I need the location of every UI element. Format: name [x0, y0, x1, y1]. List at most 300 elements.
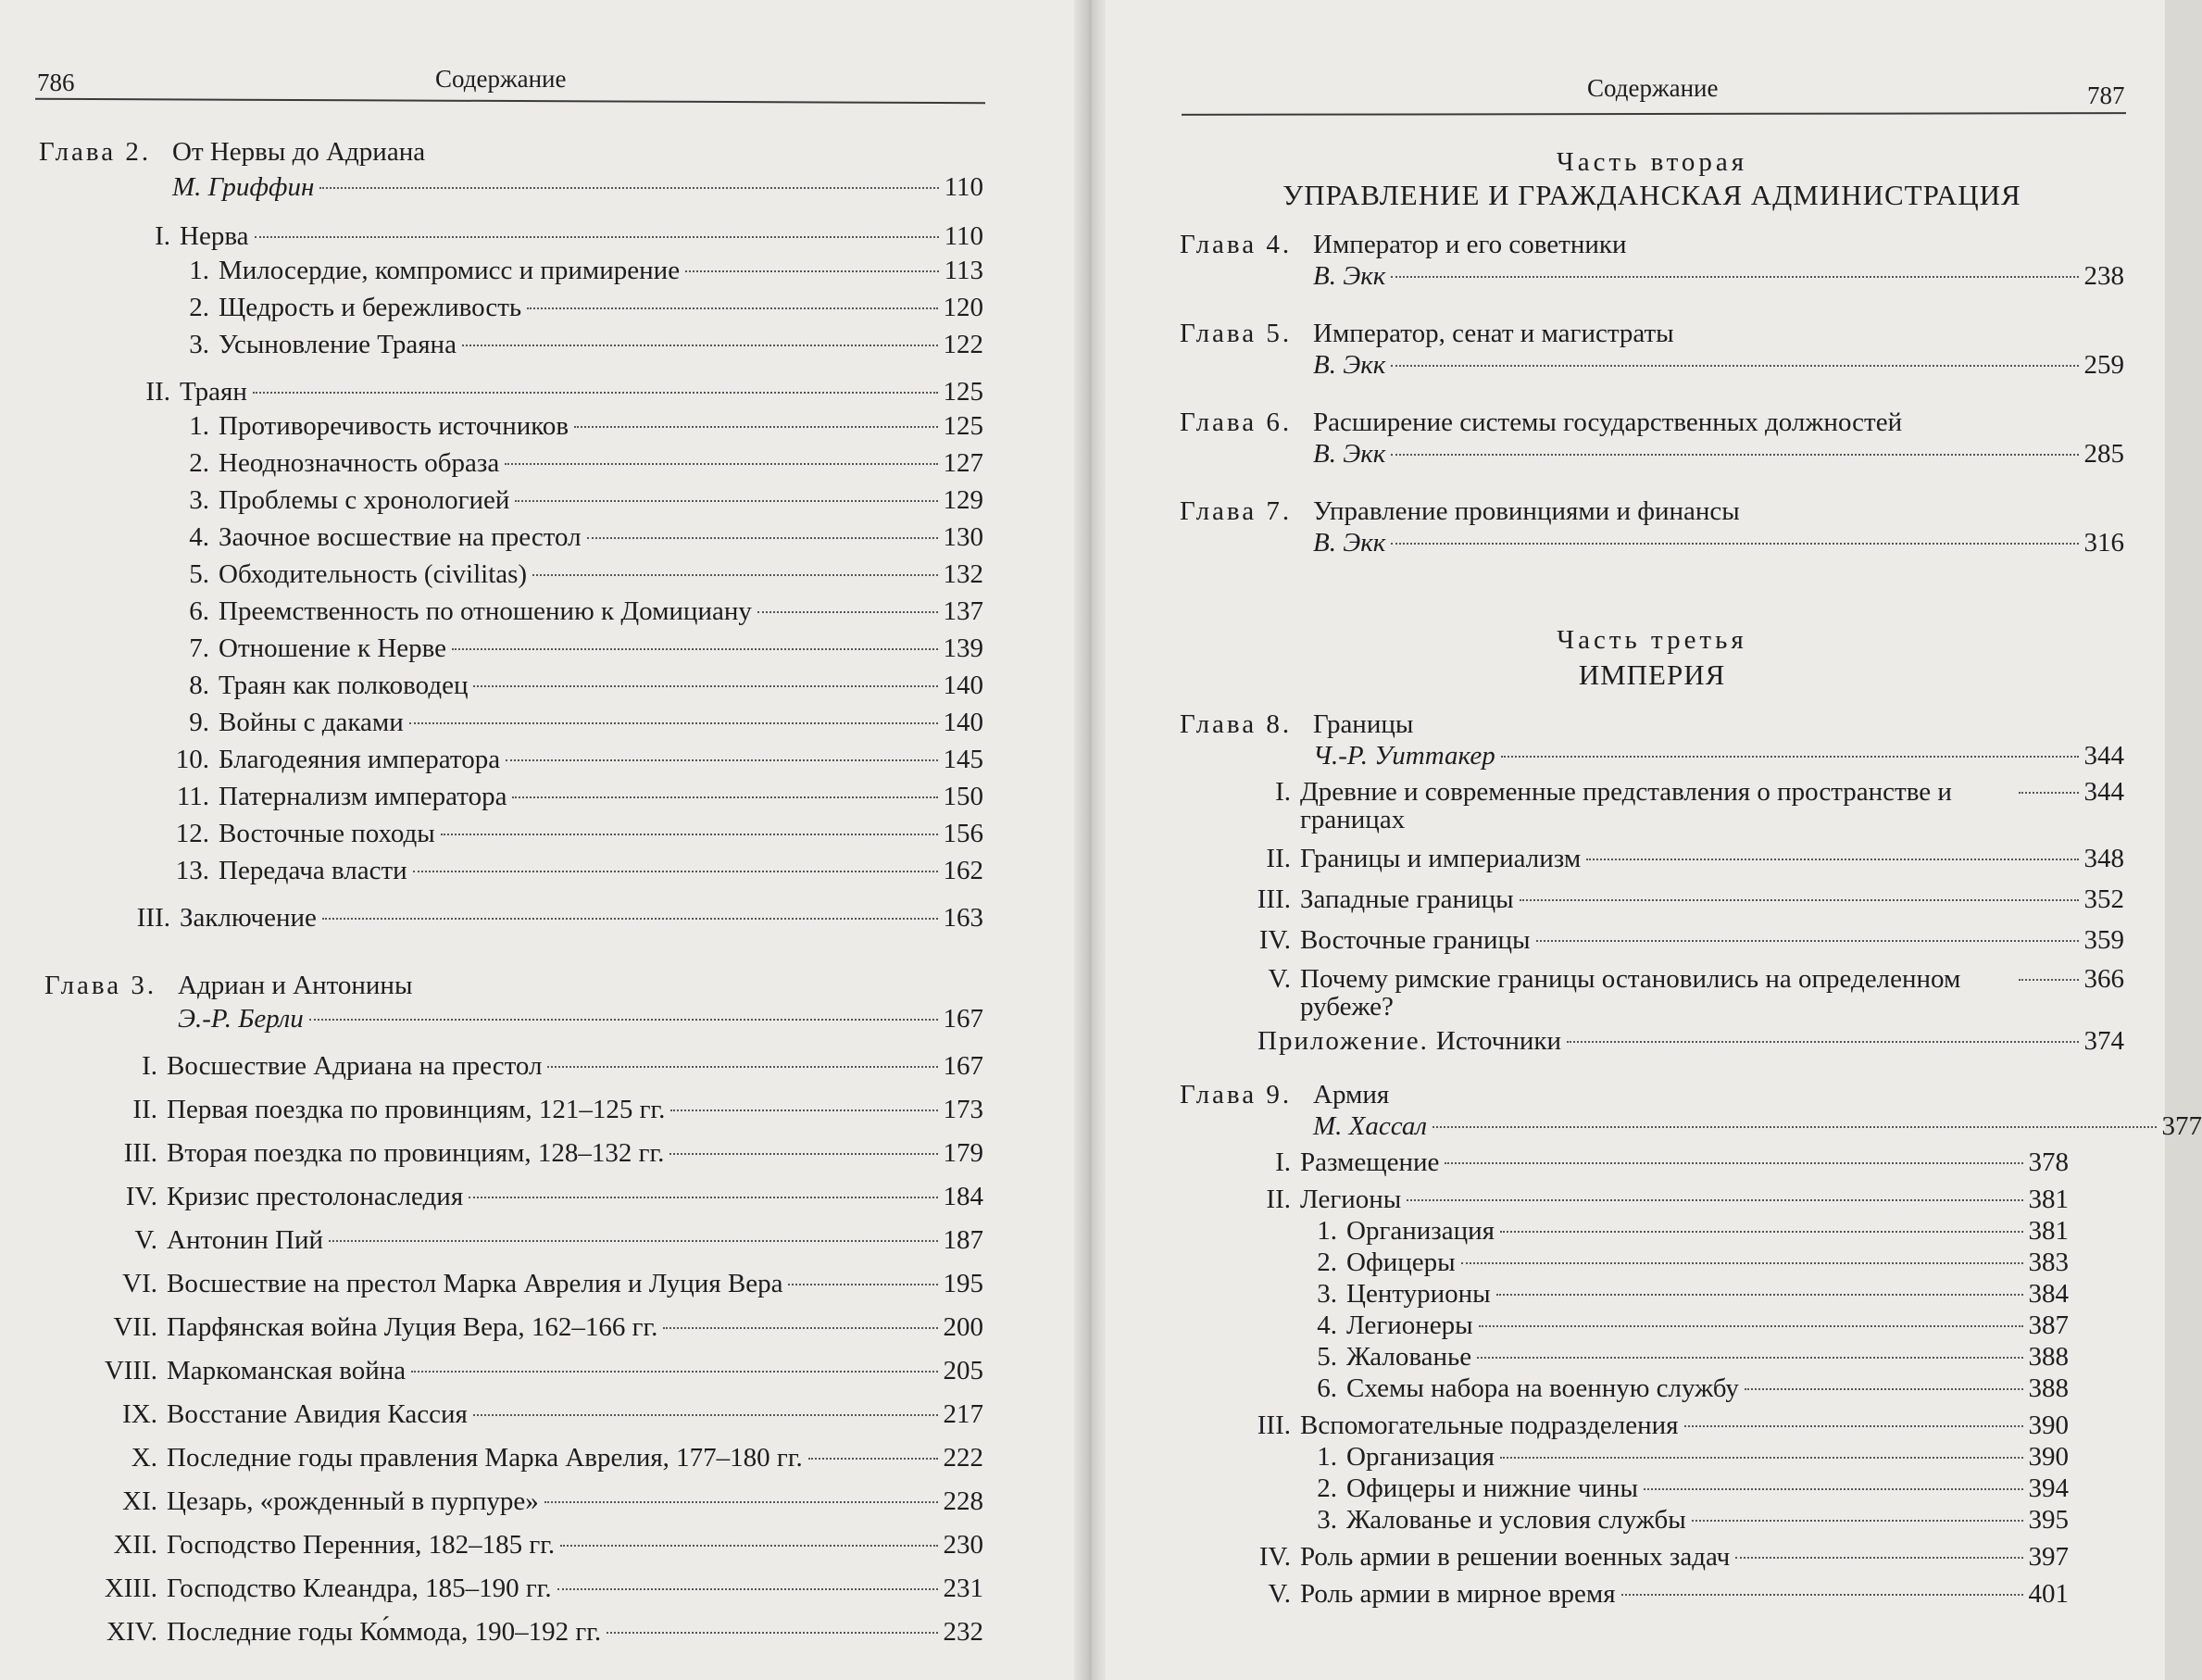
chapter-entry: [1180, 230, 2124, 291]
page-ref: 230: [943, 1530, 983, 1560]
page-ref: 156: [943, 819, 983, 848]
entry-title: Парфянская война Луция Вера, 162–166 гг.: [167, 1312, 658, 1342]
leader-dots: [452, 648, 937, 650]
toc-entry[interactable]: [1180, 1441, 2069, 1473]
entry-title: Войны с даками: [219, 708, 404, 737]
toc-entry[interactable]: [1180, 261, 2124, 291]
entry-number: XIV.: [106, 1617, 157, 1647]
leader-dots: [1461, 1262, 2023, 1264]
leader-dots: [329, 1240, 937, 1242]
toc-entry[interactable]: [39, 667, 983, 704]
leader-dots: [255, 236, 939, 238]
leader-dots: [409, 722, 938, 724]
toc-entry[interactable]: [39, 778, 983, 815]
toc-entry[interactable]: [1180, 741, 2124, 771]
toc-entry[interactable]: [1180, 924, 2124, 956]
entry-title: Восточные походы: [219, 819, 435, 848]
leader-dots: [1586, 859, 2078, 860]
entry-title: Усыновление Траяна: [219, 330, 457, 359]
entry-number: I.: [142, 1051, 157, 1081]
entry-number: III.: [1257, 1410, 1291, 1440]
toc-entry[interactable]: [1180, 1215, 2069, 1247]
page-ref: 187: [943, 1225, 983, 1255]
entry-title: Обходительность (civilitas): [219, 559, 528, 589]
entry-number: III.: [123, 1138, 157, 1168]
toc-entry[interactable]: [44, 1306, 983, 1349]
page-ref: 384: [2028, 1279, 2069, 1309]
entry-title: Легионеры: [1346, 1310, 1473, 1340]
toc-entry[interactable]: [39, 852, 983, 889]
page-ref: 163: [943, 903, 983, 933]
running-head: Содержание: [435, 65, 567, 93]
entry-number: 12.: [175, 819, 209, 848]
toc-entry[interactable]: [39, 815, 983, 852]
page-ref: 387: [2028, 1310, 2069, 1340]
page-ref: 381: [2028, 1185, 2069, 1214]
toc-entry[interactable]: [44, 1132, 983, 1175]
entry-title: Патернализм императора: [219, 782, 507, 811]
toc-entry[interactable]: [39, 704, 983, 741]
page-ref: 167: [943, 1004, 983, 1034]
running-head: Содержание: [1587, 74, 1719, 102]
page-ref: 120: [943, 293, 983, 322]
chapter-label: Глава 9.: [1180, 1080, 1293, 1110]
entry-title: Первая поездка по провинциям, 121–125 гг.: [167, 1095, 666, 1124]
toc-entry[interactable]: [1180, 528, 2124, 558]
right-page: [1106, 0, 2202, 1680]
toc-entry[interactable]: [1180, 1111, 2202, 1141]
page-ref: 162: [943, 856, 983, 885]
leader-dots: [669, 1153, 937, 1155]
toc-entry[interactable]: [1180, 350, 2124, 380]
entry-number: 1.: [189, 411, 209, 441]
toc-entry[interactable]: [44, 1523, 983, 1567]
page-ref: 110: [944, 221, 983, 251]
chapter-author: Ч.-Р. Уиттакер: [1313, 741, 1495, 771]
toc-entry[interactable]: [1180, 1278, 2069, 1310]
part-2-block: [1180, 146, 2124, 558]
page-ref: 130: [943, 522, 983, 552]
toc-entry[interactable]: [39, 593, 983, 630]
page-ref: 205: [943, 1356, 983, 1385]
page-ref: 217: [943, 1399, 983, 1429]
leader-dots: [1621, 1594, 2023, 1596]
toc-entry[interactable]: [39, 445, 983, 482]
entry-title: Последние годы правления Марка Аврелия, 177–180 гг.: [167, 1443, 803, 1473]
page-ref: 129: [943, 485, 983, 515]
entry-title: Организация: [1346, 1216, 1495, 1246]
page-ref: 173: [943, 1095, 983, 1124]
entry-title: Роль армии в решении военных задач: [1300, 1542, 1731, 1572]
leader-dots: [1745, 1388, 2023, 1390]
toc-entry[interactable]: [39, 252, 983, 289]
header-rule: [35, 98, 985, 104]
toc-entry[interactable]: [1180, 843, 2124, 874]
toc-entry[interactable]: [1180, 1541, 2069, 1573]
header-rule: [1182, 112, 2126, 116]
leader-dots: [469, 1197, 937, 1198]
toc-entry[interactable]: [44, 1611, 983, 1654]
entry-number: 9.: [189, 708, 209, 737]
entry-title: Центурионы: [1346, 1279, 1491, 1309]
page-ref: 232: [943, 1617, 983, 1647]
page-ref: 150: [943, 782, 983, 811]
leader-dots: [1500, 1231, 2023, 1233]
leader-dots: [808, 1458, 938, 1460]
entry-number: I.: [1275, 777, 1291, 807]
page-ref: 132: [943, 559, 983, 589]
toc-entry[interactable]: [1180, 1373, 2069, 1404]
toc-entry[interactable]: [39, 326, 983, 363]
chapter-label: Глава 2.: [39, 137, 152, 167]
entry-number: VI.: [122, 1269, 157, 1298]
page-ref: 390: [2028, 1410, 2069, 1440]
page-ref: 366: [2083, 964, 2124, 994]
leader-dots: [685, 270, 938, 272]
chapter-heading: [1180, 230, 2124, 259]
toc-entry[interactable]: [44, 1480, 983, 1523]
page-ref: 344: [2083, 741, 2124, 771]
page-ref: 259: [2083, 350, 2124, 380]
page-ref: 125: [943, 377, 983, 407]
leader-dots: [309, 1019, 938, 1021]
page-ref: 397: [2028, 1542, 2069, 1572]
entry-title: Размещение: [1300, 1147, 1440, 1177]
chapter-3-sections: [44, 1045, 983, 1654]
toc-entry[interactable]: [39, 376, 983, 407]
chapter-author: В. Экк: [1313, 261, 1386, 291]
entry-number: X.: [131, 1443, 157, 1473]
entry-number: III.: [1257, 884, 1291, 914]
entry-number: 6.: [1317, 1373, 1337, 1403]
leader-dots: [2019, 979, 2079, 981]
leader-dots: [473, 685, 937, 687]
chapter-title: Армия: [1313, 1080, 1390, 1110]
chapter-heading: [1180, 407, 2124, 437]
page-ref: 195: [943, 1269, 983, 1298]
entry-number: 1.: [1317, 1442, 1337, 1472]
entry-title: Последние годы Ко́ммода, 190–192 гг.: [167, 1617, 602, 1647]
page-ref: 140: [943, 708, 983, 737]
toc-entry[interactable]: [44, 1436, 983, 1480]
appendix-title: Источники: [1435, 1026, 1561, 1056]
leader-dots: [319, 187, 938, 189]
chapter-label: Глава 3.: [44, 971, 157, 1000]
chapter-author: М. Хассал: [1313, 1111, 1428, 1141]
entry-number: 1.: [1317, 1216, 1337, 1246]
entry-title: Восстание Авидия Кассия: [167, 1399, 468, 1429]
page-ref: 228: [943, 1486, 983, 1516]
toc-entry[interactable]: [1180, 1247, 2069, 1278]
entry-title: Проблемы с хронологией: [219, 485, 510, 515]
appendix-label: Приложение.: [1257, 1026, 1429, 1056]
page-ref: 377: [2161, 1111, 2202, 1141]
toc-entry[interactable]: [1180, 439, 2124, 469]
leader-dots: [2019, 792, 2079, 794]
leader-dots: [462, 345, 938, 346]
page-ref: 184: [943, 1182, 983, 1211]
entry-number: V.: [134, 1225, 157, 1255]
leader-dots: [1391, 276, 2078, 278]
entry-title: Щедрость и бережливость: [219, 293, 522, 322]
page-ref: 374: [2083, 1026, 2124, 1056]
page-ref: 167: [943, 1051, 983, 1081]
toc-entry[interactable]: [39, 407, 983, 445]
entry-number: 2.: [1317, 1473, 1337, 1503]
leader-dots: [544, 1501, 938, 1503]
toc-entry[interactable]: [44, 1393, 983, 1436]
page-ref: 381: [2028, 1216, 2069, 1246]
toc-entry[interactable]: [1180, 1341, 2069, 1373]
toc-entry[interactable]: [1180, 1147, 2069, 1178]
leader-dots: [505, 463, 937, 465]
entry-title: Преемственность по отношению к Домициану: [219, 596, 752, 626]
page-ref: 383: [2028, 1247, 2069, 1277]
toc-entry[interactable]: [44, 1088, 983, 1132]
toc-entry[interactable]: [1180, 884, 2124, 915]
leader-dots: [1391, 454, 2078, 456]
entry-title: Офицеры и нижние чины: [1346, 1473, 1638, 1503]
page-number: 787: [2087, 81, 2125, 109]
leader-dots: [527, 307, 937, 309]
page-ref: 388: [2028, 1342, 2069, 1372]
leader-dots: [663, 1327, 937, 1329]
leader-dots: [1684, 1425, 2023, 1427]
entry-number: 3.: [1317, 1279, 1337, 1309]
page-ref: 231: [943, 1573, 983, 1603]
entry-title: Цезарь, «рожденный в пурпуре»: [167, 1486, 539, 1516]
page-ref: 316: [2083, 528, 2124, 558]
toc-entry[interactable]: [1180, 965, 2124, 1021]
entry-title: Восшествие на престол Марка Аврелия и Луция Вера: [167, 1269, 783, 1298]
entry-number: 11.: [176, 782, 209, 811]
leader-dots: [1692, 1520, 2023, 1522]
chapter-8-sections: [1180, 778, 2124, 1021]
page-ref: 401: [2028, 1579, 2069, 1609]
entry-number: 2.: [189, 448, 209, 478]
entry-title: Кризис престолонаследия: [167, 1182, 464, 1211]
entry-number: 6.: [189, 596, 209, 626]
leader-dots: [515, 500, 937, 502]
toc-entry[interactable]: [39, 482, 983, 519]
chapter-author: Э.-Р. Берли: [178, 1004, 304, 1034]
chapter-8-block: [1180, 709, 2124, 1056]
entry-number: 5.: [1317, 1342, 1337, 1372]
part-title: УПРАВЛЕНИЕ И ГРАЖДАНСКАЯ АДМИНИСТРАЦИЯ: [1282, 179, 2021, 211]
entry-title: Вторая поездка по провинциям, 128–132 гг.: [167, 1138, 665, 1168]
toc-entry[interactable]: [39, 172, 983, 202]
toc-entry[interactable]: [1180, 1184, 2069, 1215]
entry-number: IV.: [1258, 1542, 1291, 1572]
entry-number: IX.: [122, 1399, 157, 1429]
entry-title: Роль армии в мирное время: [1300, 1579, 1616, 1609]
entry-number: 3.: [1317, 1505, 1337, 1535]
toc-entry[interactable]: [1180, 778, 2124, 834]
leader-dots: [560, 1545, 937, 1547]
entry-number: 3.: [189, 330, 209, 359]
page-ref: 140: [943, 671, 983, 700]
chapter-label: Глава 6.: [1180, 407, 1293, 437]
chapter-title: Расширение системы государственных должностей: [1313, 407, 1903, 437]
leader-dots: [1501, 756, 2079, 758]
part-title: ИМПЕРИЯ: [1578, 658, 1726, 691]
leader-dots: [1500, 1457, 2023, 1459]
entry-number: XII.: [113, 1530, 157, 1560]
entry-title: Антонин Пий: [167, 1225, 324, 1255]
leader-dots: [557, 1588, 938, 1590]
toc-entry[interactable]: [1180, 1026, 2124, 1056]
part-3-block: [1180, 624, 2202, 1610]
entry-number: IV.: [125, 1182, 157, 1211]
chapter-heading: [1180, 709, 2124, 739]
entry-title: Господство Клеандра, 185–190 гг.: [167, 1573, 552, 1603]
page-ref: 113: [944, 256, 983, 285]
entry-number: III.: [136, 903, 170, 933]
entry-number: 2.: [1317, 1247, 1337, 1277]
leader-dots: [411, 1371, 937, 1373]
page-ref: 110: [944, 172, 983, 202]
page-ref: 238: [2083, 261, 2124, 291]
leader-dots: [1407, 1199, 2022, 1201]
chapter-label: Глава 4.: [1180, 230, 1293, 259]
chapter-label: Глава 7.: [1180, 496, 1293, 526]
chapter-author: М. Гриффин: [172, 172, 315, 202]
toc-entry[interactable]: [1180, 1473, 2069, 1504]
leader-dots: [587, 537, 938, 539]
leader-dots: [1391, 543, 2078, 545]
entry-number: 2.: [189, 293, 209, 322]
toc-entry[interactable]: [39, 902, 983, 934]
entry-number: 7.: [189, 633, 209, 663]
entry-number: IV.: [1258, 925, 1291, 955]
toc-entry[interactable]: [39, 556, 983, 593]
chapter-entry: [1180, 407, 2124, 469]
entry-title: Траян: [180, 377, 247, 407]
leader-dots: [512, 796, 937, 798]
toc-entry[interactable]: [39, 519, 983, 556]
page-ref: 359: [2083, 925, 2124, 955]
part-2-chapters: [1180, 230, 2124, 558]
entry-number: I.: [155, 221, 170, 251]
leader-dots: [441, 834, 938, 835]
leader-dots: [1735, 1557, 2022, 1559]
page-ref: 394: [2028, 1473, 2069, 1503]
leader-dots: [413, 871, 938, 872]
toc-entry[interactable]: [1180, 1310, 2069, 1341]
leader-dots: [1536, 940, 2079, 942]
page-ref: 200: [943, 1312, 983, 1342]
entry-title: Милосердие, компромисс и примирение: [219, 256, 681, 285]
entry-title: Офицеры: [1346, 1247, 1456, 1277]
chapter-label: Глава 8.: [1180, 709, 1293, 739]
chapter-heading: [44, 971, 983, 1000]
entry-number: 4.: [1317, 1310, 1337, 1340]
entry-number: XI.: [122, 1486, 157, 1516]
entry-title: Вспомогательные подразделения: [1300, 1410, 1679, 1440]
entry-number: 13.: [175, 856, 209, 885]
part-label: Часть третья: [1557, 625, 1747, 655]
chapter-title: Границы: [1313, 709, 1414, 739]
page-ref: 390: [2028, 1442, 2069, 1472]
page-ref: 137: [943, 596, 983, 626]
entry-title: Траян как полководец: [219, 671, 469, 700]
toc-entry[interactable]: [44, 1045, 983, 1088]
page-ref: 125: [943, 411, 983, 441]
chapter-9-sections: [1180, 1147, 2069, 1610]
entry-number: II.: [1266, 1185, 1291, 1214]
page-ref: 378: [2028, 1147, 2069, 1177]
entry-number: 8.: [189, 671, 209, 700]
entry-number: II.: [145, 377, 170, 407]
entry-number: V.: [1268, 1579, 1291, 1609]
toc-entry[interactable]: [1180, 1504, 2069, 1536]
page-ref: 122: [943, 330, 983, 359]
page-ref: 348: [2083, 844, 2124, 873]
toc-entry[interactable]: [39, 289, 983, 326]
entry-number: 3.: [189, 485, 209, 515]
chapter-2-sections: [39, 220, 983, 934]
entry-title: Границы и империализм: [1300, 844, 1582, 873]
page-ref: 139: [943, 633, 983, 663]
entry-title: Легионы: [1300, 1185, 1402, 1214]
page-ref: 285: [2083, 439, 2124, 469]
leader-dots: [1644, 1488, 2023, 1490]
entry-number: V.: [1268, 964, 1291, 994]
chapter-9-block: [1180, 1080, 2202, 1610]
toc-entry[interactable]: [1180, 1578, 2069, 1610]
part-label: Часть вторая: [1556, 147, 1748, 177]
toc-entry[interactable]: [39, 220, 983, 252]
chapter-heading: [1180, 319, 2124, 348]
toc-entry[interactable]: [44, 1004, 983, 1034]
entry-number: 10.: [175, 745, 209, 774]
toc-entry[interactable]: [44, 1175, 983, 1219]
toc-entry[interactable]: [44, 1349, 983, 1393]
toc-entry[interactable]: [44, 1567, 983, 1611]
entry-number: VIII.: [104, 1356, 157, 1385]
entry-title: Нерва: [180, 221, 249, 251]
entry-title: Схемы набора на военную службу: [1346, 1373, 1739, 1403]
chapter-heading: [1180, 1080, 2124, 1110]
leader-dots: [670, 1110, 937, 1111]
chapter-label: Глава 5.: [1180, 319, 1293, 348]
entry-title: Противоречивость источников: [219, 411, 569, 441]
leader-dots: [788, 1284, 937, 1285]
chapter-entry: [1180, 496, 2124, 558]
entry-number: VII.: [113, 1312, 157, 1342]
leader-dots: [1496, 1294, 2023, 1296]
leader-dots: [1520, 899, 2079, 901]
leader-dots: [607, 1632, 937, 1634]
toc-entry[interactable]: [44, 1262, 983, 1306]
toc-entry[interactable]: [39, 630, 983, 667]
leader-dots: [506, 759, 937, 761]
leader-dots: [1479, 1325, 2023, 1327]
toc-entry[interactable]: [44, 1219, 983, 1262]
page-ref: 127: [943, 448, 983, 478]
entry-title: Маркоманская война: [167, 1356, 407, 1385]
entry-number: 4.: [189, 522, 209, 552]
entry-title: Господство Перенния, 182–185 гг.: [167, 1530, 556, 1560]
chapter-heading: [39, 137, 983, 167]
leader-dots: [574, 426, 937, 428]
page-number: 786: [37, 69, 75, 96]
toc-entry[interactable]: [1180, 1410, 2069, 1441]
chapter-title: Управление провинциями и финансы: [1313, 496, 1740, 526]
chapter-author: В. Экк: [1313, 350, 1386, 380]
toc-entry[interactable]: [39, 741, 983, 778]
entry-number: XIII.: [104, 1573, 157, 1603]
